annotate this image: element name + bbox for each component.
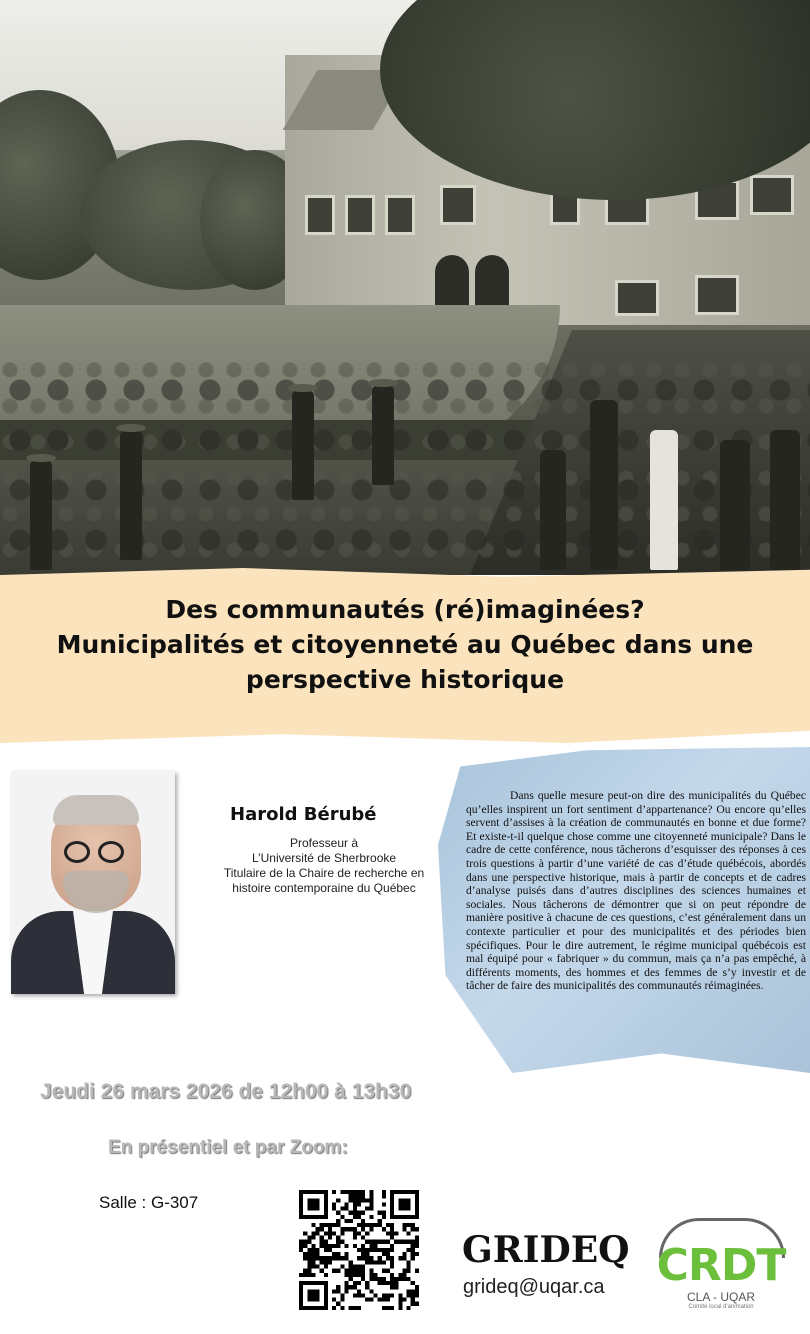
title-line-3: perspective historique [245, 665, 565, 694]
title-line-2: Municipalités et citoyenneté au Québec dans une [56, 630, 754, 659]
event-mode: En présentiel et par Zoom: [108, 1137, 348, 1158]
abstract-text: Dans quelle mesure peut-on dire des municipalités du Québec qu’elles inspirent un fort sentiment d’appartenance? Ou encore qu’elles servent d’assises à la création de communautés en bonne et due forme? Et existe-t-il quelque chose comme une citoyenneté municipale? Dans le cadre de cette conférence, nous tâcherons d’esquisser des réponses à ces trois questions à partir d’une variété de cas d’étude québécois, abordés dans une perspective historique, mais à partir de concepts et de cadres d’analyse puisés dans d’autres disciplines des sciences humaines et sociales. Nous tâcherons de démontrer que si on peut répondre de manière positive à chacune de ces questions, c’est généralement dans un contexte particulier et pour des municipalités et des périodes bien spécifiques. Pour le dire autrement, le régime municipal québécois est mal équipé pour « fabriquer » du commun, mais ça n’a pas empêché, à différents moments, des hommes et des femmes de s’y investir et de tâcher de faire des municipalités des communautés réimaginées. [466, 789, 806, 993]
grideq-email[interactable]: grideq@uqar.ca [463, 1276, 605, 1298]
event-date: Jeudi 26 mars 2026 de 12h00 à 13h30 [40, 1080, 412, 1103]
speaker-info-line: Titulaire de la Chaire de recherche en [223, 866, 425, 880]
speaker-info-line: histoire contemporaine du Québec [232, 881, 416, 895]
crdt-logo-subtitle: CLA - UQAR [686, 1290, 755, 1304]
speaker-portrait [11, 771, 175, 994]
crdt-logo [651, 1218, 791, 1313]
event-room: Salle : G-307 [99, 1193, 199, 1212]
qr-code-icon[interactable] [299, 1190, 419, 1310]
title-line-1: Des communautés (ré)imaginées? [165, 595, 645, 624]
crdt-logo-tagline: Comité local d'animation [688, 1304, 754, 1310]
page-title [0, 592, 810, 697]
historic-photo [0, 0, 810, 575]
crdt-logo-text: CRDT [656, 1240, 786, 1291]
speaker-affiliation [184, 836, 464, 896]
speaker-info-line: Professeur à [289, 836, 359, 850]
speaker-name: Harold Bérubé [230, 804, 377, 825]
grideq-logo: GRIDEQ [462, 1229, 630, 1271]
speaker-info-line: L’Université de Sherbrooke [251, 851, 397, 865]
